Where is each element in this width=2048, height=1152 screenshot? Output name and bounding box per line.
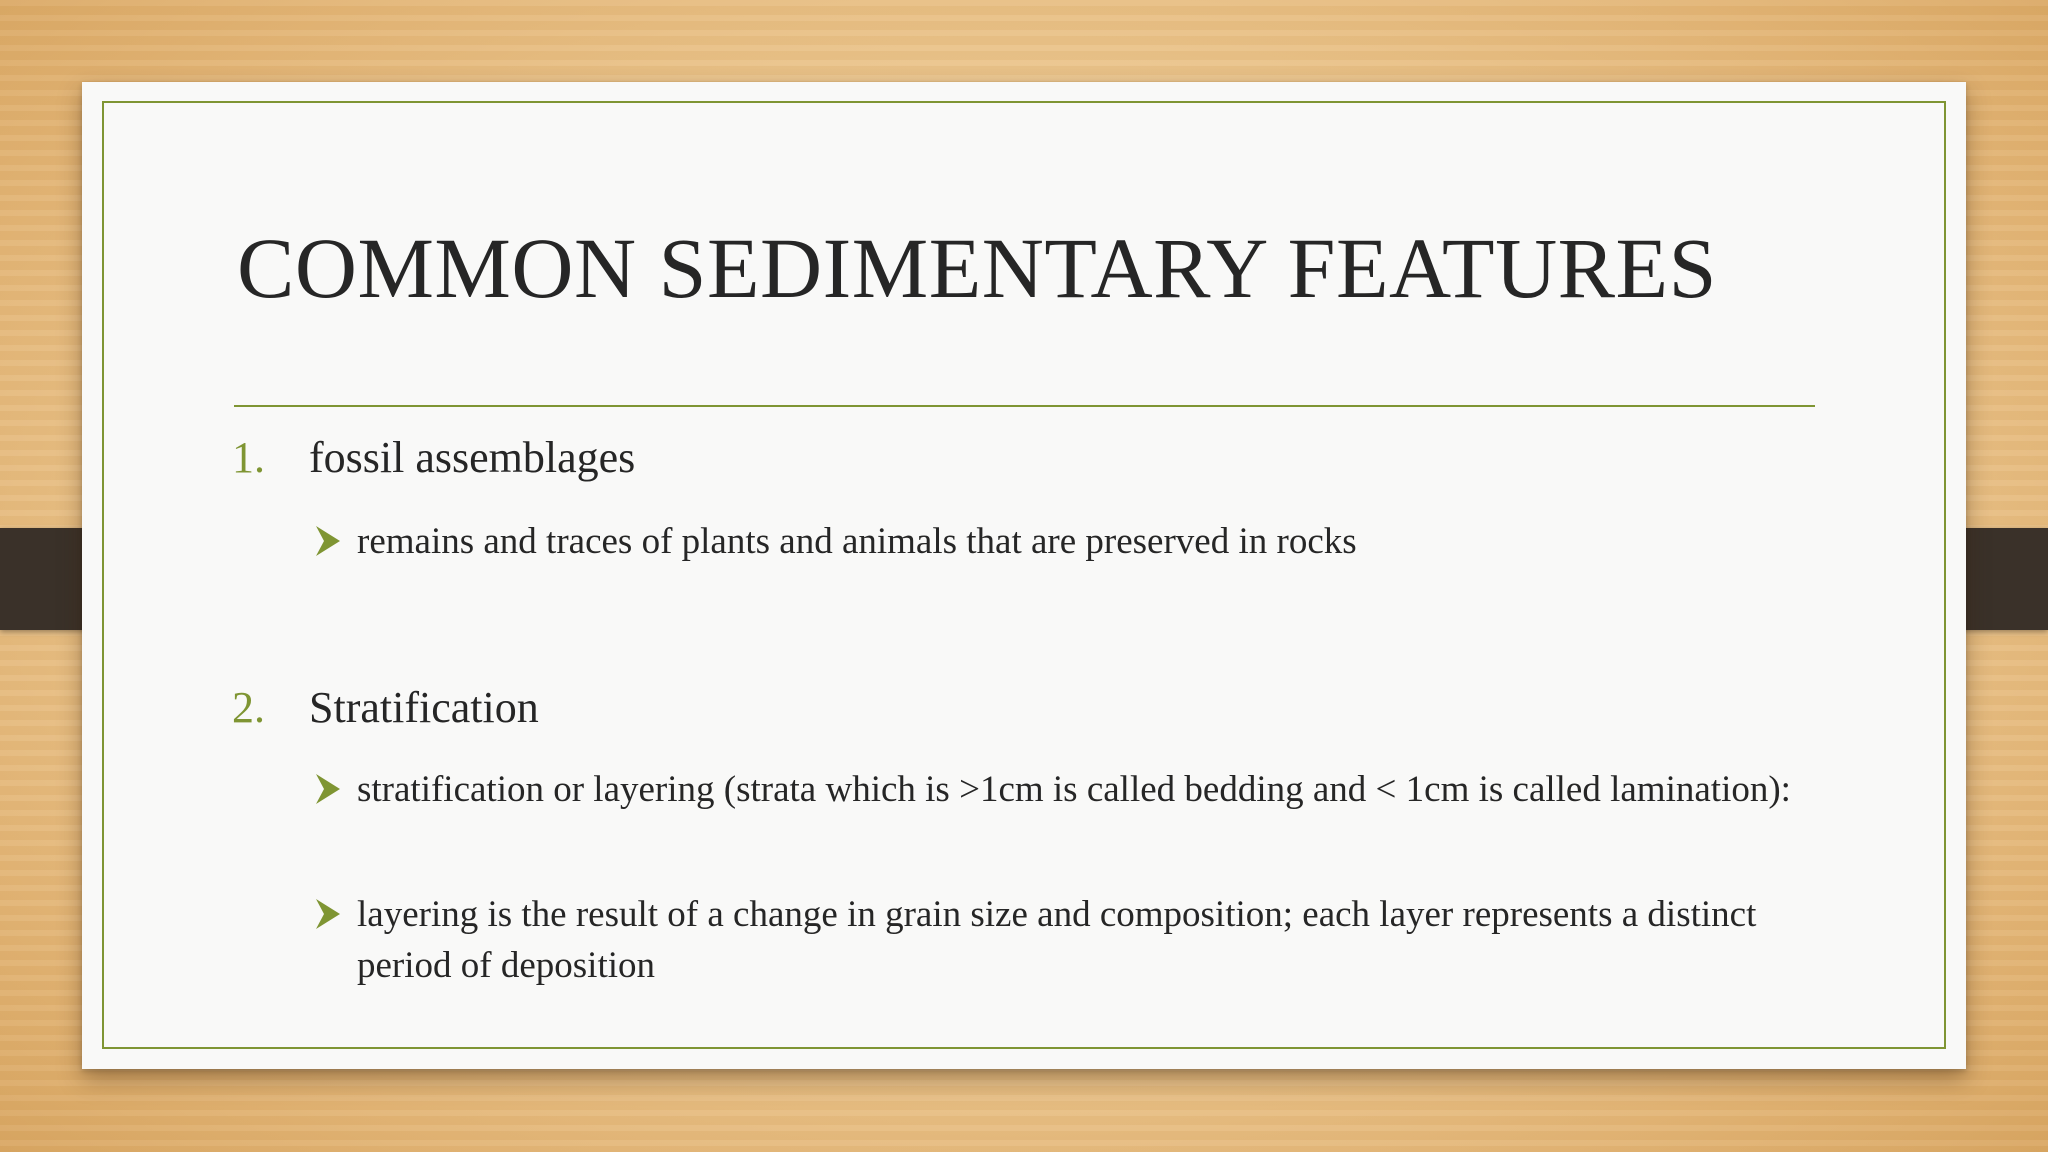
arrow-bullet-icon [314,896,342,932]
arrow-bullet-icon [314,771,342,807]
slide [82,82,1966,1069]
list-item-label: Stratification [309,683,539,732]
sub-bullet-text: layering is the result of a change in grain size and composition; each layer represents a distinct period of deposition [357,894,1757,986]
list-number: 1. [232,433,265,482]
slide-title: COMMON SEDIMENTARY FEATURES [237,220,1717,316]
sub-bullet-text: remains and traces of plants and animals that are preserved in rocks [357,521,1357,562]
title-divider [234,405,1815,407]
sub-bullet-text: stratification or layering (strata which is >1cm is called bedding and < 1cm is called lamination): [357,769,1791,810]
list-item-label: fossil assemblages [309,433,636,482]
list-number: 2. [232,683,265,732]
arrow-bullet-icon [314,523,342,559]
